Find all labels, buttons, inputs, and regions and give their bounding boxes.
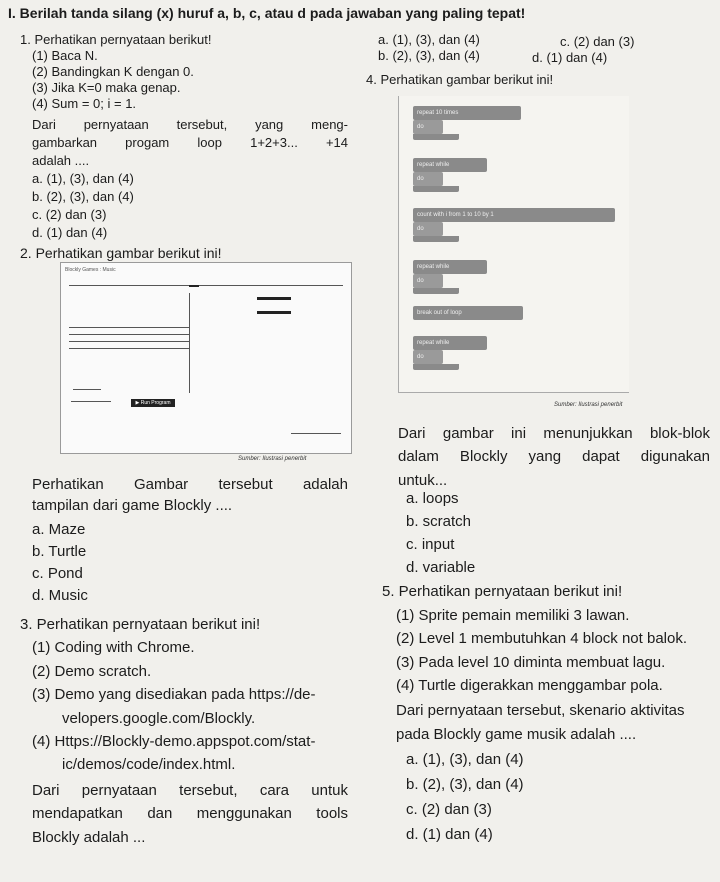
q5-item: (2) Level 1 membutuhkan 4 block not balok. <box>396 630 687 647</box>
q5-stem: 5. Perhatikan pernyataan berikut ini! <box>382 583 623 600</box>
q1-option-c[interactable]: c. (2) dan (3) <box>32 207 107 222</box>
q1-option-d[interactable]: d. (1) dan (4) <box>32 225 108 240</box>
divider <box>291 433 341 434</box>
q3-paragraph: Dari pernyataan tersebut, cara untuk <box>32 782 348 799</box>
q4-option-c[interactable]: c. input <box>406 536 455 553</box>
divider <box>71 401 111 402</box>
blockly-loop-blocks <box>398 96 629 393</box>
q3-item: ic/demos/code/index.html. <box>62 756 236 773</box>
q5-option-b[interactable]: b. (2), (3), dan (4) <box>406 776 524 793</box>
q2-paragraph: Perhatikan Gambar tersebut adalah <box>32 476 348 493</box>
q4-paragraph: untuk... <box>398 472 448 489</box>
staff-line <box>69 341 189 342</box>
section-instruction: I. Berilah tanda silang (x) huruf a, b, c, atau d pada jawaban yang paling tepat! <box>8 5 526 21</box>
q1-item: (3) Jika K=0 maka genap. <box>32 80 181 95</box>
q4-paragraph: Dari gambar ini menunjukkan blok-blok <box>398 425 710 442</box>
staff-line <box>69 327 189 328</box>
game-title: Blockly Games : Music <box>65 267 116 273</box>
q3-item: velopers.google.com/Blockly. <box>62 710 256 727</box>
toolbar-bar <box>257 311 291 314</box>
q4-source: Sumber: Ilustrasi penerbit <box>554 402 623 408</box>
q3-item: (1) Coding with Chrome. <box>32 639 195 656</box>
q5-item: (3) Pada level 10 diminta membuat lagu. <box>396 654 666 671</box>
count-with-block: count with i from 1 to 10 by 1 do <box>413 208 615 242</box>
q2-option-b[interactable]: b. Turtle <box>32 543 87 560</box>
q1-paragraph: Dari pernyataan tersebut, yang meng- <box>32 117 348 132</box>
q1-item: (1) Baca N. <box>32 48 98 63</box>
q5-item: (4) Turtle digerakkan menggambar pola. <box>396 677 663 694</box>
q3-right-option-a[interactable]: a. (1), (3), dan (4) <box>378 32 480 47</box>
q2-option-c[interactable]: c. Pond <box>32 565 83 582</box>
repeat-while-block: repeat while do <box>413 158 487 192</box>
q5-paragraph: pada Blockly game musik adalah .... <box>396 726 637 743</box>
divider <box>69 285 343 286</box>
q5-option-c[interactable]: c. (2) dan (3) <box>406 801 492 818</box>
q1-option-b[interactable]: b. (2), (3), dan (4) <box>32 189 134 204</box>
q4-option-a[interactable]: a. loops <box>406 490 459 507</box>
q3-paragraph: Blockly adalah ... <box>32 829 146 846</box>
note <box>189 285 199 287</box>
q3-right-option-d[interactable]: d. (1) dan (4) <box>532 50 608 65</box>
q4-option-b[interactable]: b. scratch <box>406 513 472 530</box>
blockly-music-screenshot <box>60 262 352 454</box>
q1-item: (4) Sum = 0; i = 1. <box>32 96 137 111</box>
divider <box>73 389 101 390</box>
q4-stem: 4. Perhatikan gambar berikut ini! <box>366 72 554 87</box>
q2-source: Sumber: Ilustrasi penerbit <box>238 456 307 462</box>
q5-item: (1) Sprite pemain memiliki 3 lawan. <box>396 607 630 624</box>
staff-line <box>69 348 189 349</box>
q2-stem: 2. Perhatikan gambar berikut ini! <box>20 245 222 261</box>
workspace-border <box>189 293 190 393</box>
q1-item: (2) Bandingkan K dengan 0. <box>32 64 194 79</box>
q5-option-d[interactable]: d. (1) dan (4) <box>406 826 493 843</box>
break-out-block: break out of loop <box>413 306 523 320</box>
repeat-times-block: repeat 10 times do <box>413 106 521 140</box>
q3-right-option-b[interactable]: b. (2), (3), dan (4) <box>378 48 480 63</box>
q2-paragraph: tampilan dari game Blockly .... <box>32 497 233 514</box>
q2-option-d[interactable]: d. Music <box>32 587 88 604</box>
q3-paragraph: mendapatkan dan menggunakan tools <box>32 805 348 822</box>
staff-line <box>69 334 189 335</box>
repeat-while-block: repeat while do <box>413 260 487 294</box>
q5-option-a[interactable]: a. (1), (3), dan (4) <box>406 751 524 768</box>
q1-option-a[interactable]: a. (1), (3), dan (4) <box>32 171 134 186</box>
q5-paragraph: Dari pernyataan tersebut, skenario aktivitas <box>396 702 685 719</box>
q3-right-option-c[interactable]: c. (2) dan (3) <box>560 34 635 49</box>
q1-paragraph: gambarkan progam loop 1+2+3... +14 <box>32 135 348 150</box>
q3-item: (3) Demo yang disediakan pada https://de- <box>32 686 316 703</box>
q2-option-a[interactable]: a. Maze <box>32 521 86 538</box>
q3-item: (2) Demo scratch. <box>32 663 152 680</box>
q4-paragraph: dalam Blockly yang dapat digunakan <box>398 448 710 465</box>
q3-stem: 3. Perhatikan pernyataan berikut ini! <box>20 616 261 633</box>
run-program-button[interactable]: ▶ Run Program <box>131 399 175 407</box>
q4-option-d[interactable]: d. variable <box>406 559 476 576</box>
repeat-while-block: repeat while do <box>413 336 487 370</box>
toolbar-bar <box>257 297 291 300</box>
q1-stem: 1. Perhatikan pernyataan berikut! <box>20 32 212 47</box>
q1-paragraph: adalah .... <box>32 153 90 168</box>
q3-item: (4) Https://Blockly-demo.appspot.com/stat- <box>32 733 316 750</box>
